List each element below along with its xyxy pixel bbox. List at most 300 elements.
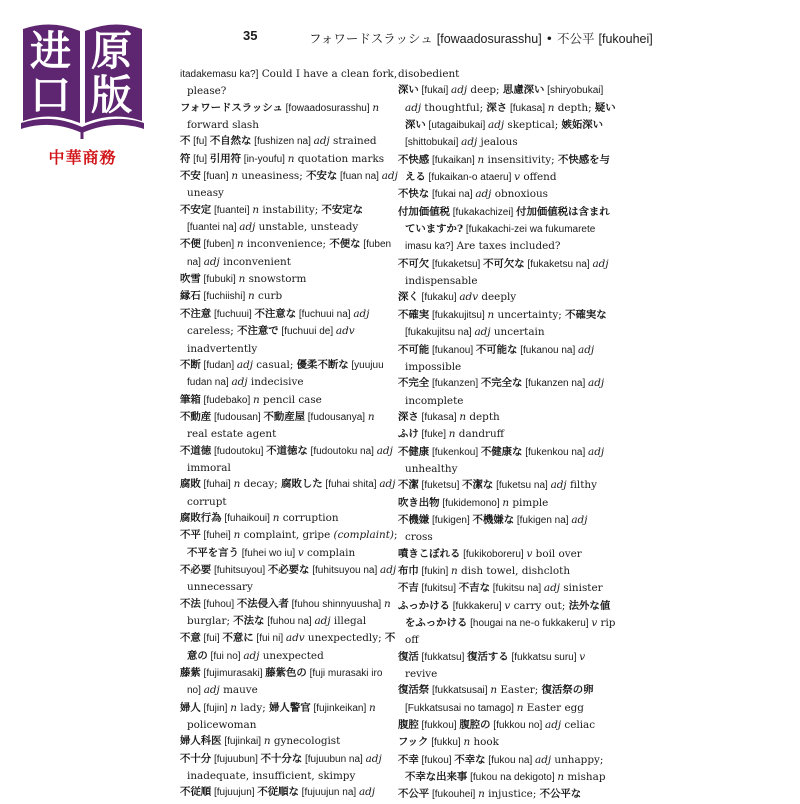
romanization: [fujimurasaki] <box>200 668 266 680</box>
dictionary-entry <box>398 426 616 443</box>
definition: hook <box>470 736 499 749</box>
romanization: [fushizen na] <box>251 136 314 148</box>
romanization: [fuhitsuyou na] <box>309 564 381 576</box>
definition: ; <box>393 529 398 542</box>
romanization: [fujuubun na] <box>302 753 366 765</box>
headword: 不動産屋 <box>263 410 305 423</box>
dictionary-entry <box>180 66 398 100</box>
part-of-speech: adj <box>376 444 393 457</box>
part-of-speech: adj <box>203 684 220 697</box>
headword: 不意に <box>222 632 254 645</box>
headword: 不意の <box>187 632 396 662</box>
headword: 不公平 <box>398 788 430 801</box>
dictionary-entry <box>398 563 616 580</box>
definition: deep; <box>467 84 503 97</box>
part-of-speech: n <box>248 290 255 303</box>
definition: celiac <box>561 719 596 732</box>
headword: 不快な <box>398 188 430 201</box>
definition: indispensable <box>405 275 478 288</box>
dictionary-entry <box>180 784 398 801</box>
headword: 深く <box>398 291 419 304</box>
part-of-speech: n <box>236 238 244 251</box>
dictionary-entry <box>398 186 616 203</box>
headword: 不従順な <box>257 786 299 799</box>
romanization: [fuhai shita] <box>322 479 380 491</box>
headword: 不道徳な <box>266 444 308 457</box>
head-right-romaji: [fukouhei] <box>598 32 653 46</box>
dictionary-entry <box>180 527 398 562</box>
definition: burglar; <box>187 615 234 627</box>
romanization: [fuchuui] <box>211 308 255 320</box>
publisher-logo <box>19 17 146 167</box>
romanization: [fukenkou na] <box>522 446 589 458</box>
romanization: [fukitsu] <box>418 583 459 595</box>
part-of-speech: adj <box>243 649 260 662</box>
part-of-speech: n <box>477 153 485 166</box>
part-of-speech: adj <box>314 615 331 627</box>
romanization: [fuantei] <box>211 204 253 216</box>
part-of-speech: adj <box>381 170 398 183</box>
part-of-speech: adj <box>239 221 256 234</box>
definition: jealous <box>477 136 518 149</box>
headword: 不法侵入者 <box>236 597 289 610</box>
romanization: [fui ni] <box>253 633 286 645</box>
part-of-speech: adj <box>451 84 468 97</box>
headword: 不便な <box>329 238 361 251</box>
dictionary-entry <box>180 100 398 134</box>
part-of-speech: adv <box>285 632 305 645</box>
romanization: [shittobukai] <box>405 137 462 149</box>
definition: uneasiness; <box>238 170 307 183</box>
part-of-speech: n <box>367 410 375 423</box>
romanization: [fuhaikoui] <box>221 512 273 524</box>
definition: unstable, unsteady <box>255 221 359 234</box>
part-of-speech: n <box>490 684 498 697</box>
dictionary-entry <box>180 443 398 477</box>
romanization: [fuchuui de] <box>278 326 336 338</box>
dictionary-entry <box>398 477 616 494</box>
part-of-speech: n <box>516 701 524 714</box>
headword: 不法な <box>233 615 265 627</box>
headword: 不安な <box>306 170 338 183</box>
definition: uneasy <box>187 187 224 200</box>
headword: 符 <box>180 152 191 165</box>
headword: 婦人 <box>180 701 201 714</box>
romanization: [in-youfu] <box>241 153 288 165</box>
romanization: [fuji murasaki iro no] <box>187 668 383 697</box>
romanization: [fukasa] <box>507 102 548 114</box>
part-of-speech: v <box>579 650 586 663</box>
headword: 藤紫色の <box>265 667 307 680</box>
headword: 不可能な <box>475 343 518 356</box>
romanization: [fukkatsusai] <box>429 685 491 697</box>
definition: instability; <box>259 203 322 216</box>
definition: incomplete <box>405 394 464 407</box>
headword: 不法 <box>180 597 201 610</box>
part-of-speech: v <box>526 547 533 560</box>
romanization: [shiryobukai] <box>544 85 604 97</box>
running-head <box>309 29 653 47</box>
headword: 不安定な <box>321 203 364 216</box>
headword: 不必要 <box>180 563 212 576</box>
definition: casual; <box>253 358 297 371</box>
romanization: [fuhou shinnyuusha] <box>288 598 384 610</box>
headword: 不平を言う <box>187 546 239 559</box>
part-of-speech: v <box>297 546 304 559</box>
part-of-speech: adj <box>236 358 253 371</box>
definition: indecisive <box>247 376 304 389</box>
part-of-speech: n <box>253 393 260 406</box>
romanization: [fuhitsuyou] <box>211 564 268 576</box>
dictionary-entry <box>398 342 616 376</box>
dictionary-entry <box>398 752 616 787</box>
part-of-speech: adj <box>461 136 478 149</box>
romanization: [fujuujun na] <box>298 787 359 799</box>
dictionary-entry <box>398 375 616 409</box>
romanization: [fukanzen na] <box>522 378 589 390</box>
headword: 腐敗した <box>281 478 323 491</box>
part-of-speech: adj <box>474 326 491 339</box>
dictionary-entry <box>180 751 398 785</box>
romanization: [fukenkou] <box>429 446 481 458</box>
romanization: [fukaikan] <box>429 154 478 166</box>
headword: 不機嫌な <box>472 513 515 526</box>
definition: uncertainty; <box>494 308 566 321</box>
headword: 吹き出物 <box>398 496 440 509</box>
headword: 復活する <box>467 650 509 663</box>
definition: cross <box>405 531 433 544</box>
romanization: [fukanou na] <box>517 344 579 356</box>
romanization: [Fukkatsusai no tamago] <box>405 702 517 714</box>
romanization: [fudoutoku na] <box>307 445 377 457</box>
part-of-speech: n <box>372 101 380 114</box>
definition: decay; <box>240 478 282 491</box>
headword: 不健康な <box>480 445 523 458</box>
dictionary-entry <box>180 476 398 510</box>
definition: insensitivity; <box>484 153 558 166</box>
definition: gynecologist <box>270 735 341 748</box>
definition: mishap <box>564 771 606 784</box>
definition: inadvertently <box>187 342 258 355</box>
part-of-speech: adj <box>545 719 562 732</box>
romanization: [fu] <box>190 136 210 148</box>
headword: 不従順 <box>180 786 212 799</box>
dictionary-entry <box>180 733 398 750</box>
romanization: [fukaketsu] <box>429 258 484 270</box>
headword: 不便 <box>180 238 201 251</box>
part-of-speech: adj <box>578 343 595 356</box>
part-of-speech: n <box>451 564 458 577</box>
headword: 不完全 <box>398 377 430 390</box>
definition: dandruff <box>455 428 505 441</box>
romanization: [fukou na dekigoto] <box>467 772 558 784</box>
romanization: [fukaikan-o ataeru] <box>425 172 515 184</box>
headword: 不潔な <box>462 479 494 492</box>
logo-char-2: 原 <box>91 27 132 75</box>
part-of-speech: adj <box>379 478 396 491</box>
headword: 不注意で <box>237 325 279 338</box>
part-of-speech: n <box>463 736 471 749</box>
part-of-speech: adj <box>588 377 605 390</box>
definition: inadequate, insufficient, skimpy <box>187 770 356 783</box>
part-of-speech: n <box>252 203 260 216</box>
dictionary-entry <box>398 546 616 563</box>
romanization: [fukakachizei] <box>449 206 517 218</box>
part-of-speech: adj <box>380 563 397 576</box>
headword: 不幸な <box>454 753 486 766</box>
dictionary-entry <box>398 82 616 151</box>
dictionary-entry <box>180 271 398 288</box>
dictionary-entry <box>398 580 616 597</box>
definition: real estate agent <box>187 428 277 441</box>
page-number: 35 <box>243 28 258 43</box>
definition: forward slash <box>187 119 259 132</box>
part-of-speech: adv <box>335 325 355 338</box>
romanization: [fukou na] <box>485 754 536 766</box>
dictionary-entry <box>180 510 398 527</box>
romanization: [fuketsu] <box>418 480 463 492</box>
headword: 縁石 <box>180 290 201 303</box>
headword: 不必要な <box>267 563 310 576</box>
part-of-speech: adj <box>475 188 492 201</box>
part-of-speech: n <box>478 788 485 801</box>
headword: 法外な値をふっかける <box>405 599 611 629</box>
headword: 不可欠 <box>398 257 430 270</box>
romanization: [yuujuu fudan na] <box>187 359 384 389</box>
part-of-speech: adj <box>353 307 370 320</box>
romanization: [fukidemono] <box>439 497 503 509</box>
romanization: [fuhai] <box>200 479 234 491</box>
part-of-speech: n <box>369 701 376 714</box>
romanization: [fukasa] <box>418 411 460 423</box>
dictionary-entry <box>180 596 398 631</box>
definition: dish towel, dishcloth <box>457 564 571 577</box>
romanization: [fukikoboreru] <box>460 548 527 560</box>
dictionary-entry <box>180 306 398 357</box>
definition: strained <box>329 135 377 148</box>
part-of-speech: n <box>557 771 565 784</box>
headword: 付加価値税は含まれていますか? <box>405 205 610 236</box>
dictionary-entry <box>398 204 616 256</box>
headword: 不公平な <box>539 788 582 801</box>
headword: 布巾 <box>398 564 419 577</box>
romanization: [fukkou] <box>418 720 460 732</box>
definition: thoughtful; <box>421 101 487 114</box>
part-of-speech: adj <box>313 135 330 148</box>
dictionary-entry <box>398 256 616 290</box>
romanization: [fowaadosurasshu] <box>282 102 373 114</box>
romanization: itadakemasu ka?] <box>180 69 259 80</box>
romanization: [fukakujitsu] <box>429 309 488 321</box>
dictionary-entry <box>398 307 616 342</box>
romanization: [fukin] <box>418 565 452 577</box>
headword: 不動産 <box>180 410 212 423</box>
dictionary-entry <box>398 495 616 512</box>
headword: 疑い深い <box>405 101 616 132</box>
headword: 優柔不断な <box>296 358 349 371</box>
romanization: [fuke] <box>418 429 449 441</box>
headword: 不可能 <box>398 343 430 356</box>
part-of-speech: adj <box>488 119 505 132</box>
romanization: [fuchiishi] <box>200 291 249 303</box>
dictionary-entry <box>180 151 398 168</box>
romanization: [fuantei na] <box>187 222 240 234</box>
romanization: [fudousan] <box>211 411 264 423</box>
definition: illegal <box>330 615 367 627</box>
part-of-speech: adj <box>405 101 422 114</box>
definition: immoral <box>187 461 231 474</box>
headword: 深さ <box>398 410 419 423</box>
definition: unnecessary <box>187 581 253 594</box>
dictionary-entry <box>180 288 398 305</box>
romanization: [fukaketsu na] <box>524 258 593 270</box>
dictionary-entry <box>180 236 398 271</box>
definition: depth; <box>554 101 595 114</box>
romanization: [fudebako] <box>200 394 254 406</box>
part-of-speech: n <box>233 478 241 491</box>
romanization: [fukkou no] <box>490 720 546 732</box>
dictionary-entry <box>398 717 616 734</box>
definition: Easter; <box>497 684 542 697</box>
part-of-speech: adj <box>592 257 609 270</box>
headword: ふっかける <box>398 599 450 612</box>
definition: unhealthy <box>405 462 458 475</box>
headword: 引用符 <box>209 152 242 165</box>
romanization: [fudoutoku] <box>211 445 267 457</box>
headword: ふけ <box>398 428 419 441</box>
logo-char-4: 版 <box>91 71 132 119</box>
headword: 不幸 <box>398 753 419 766</box>
dictionary-entry <box>180 202 398 237</box>
romanization: [fukitsu na] <box>489 583 544 595</box>
headword: フォワードスラッシュ <box>180 101 283 114</box>
headword: 藤紫 <box>180 667 201 680</box>
part-of-speech: adv <box>459 291 479 304</box>
definition: impossible <box>405 360 462 373</box>
dictionary-entry <box>398 289 616 306</box>
definition: revive <box>405 668 438 681</box>
definition: Are taxes included? <box>453 240 561 253</box>
romanization: [fudousanya] <box>305 411 368 423</box>
headword: 復活 <box>398 650 419 663</box>
part-of-speech: adj <box>231 376 248 389</box>
dictionary-entry <box>398 682 616 717</box>
romanization: [fukanzen] <box>429 378 481 390</box>
romanization: [utagaibukai] <box>425 120 489 132</box>
part-of-speech: n <box>502 496 510 509</box>
headword: 深い <box>398 84 419 97</box>
headword: 腐敗 <box>180 478 201 491</box>
headword: 腐敗行為 <box>180 511 222 524</box>
definition: injustice; <box>484 788 540 801</box>
romanization: [fukou] <box>418 754 455 766</box>
part-of-speech: adj <box>365 752 382 765</box>
romanization: [fui no] <box>207 650 244 662</box>
headword: 不平 <box>180 529 201 542</box>
headword: 不十分な <box>260 752 303 765</box>
romanization: [fukku] <box>428 737 464 749</box>
headword: 噴きこぼれる <box>398 547 461 560</box>
definition: curb <box>254 290 283 303</box>
headword: 不完全な <box>480 377 523 390</box>
definition: lady; <box>236 701 270 714</box>
part-of-speech: n <box>459 410 467 423</box>
dictionary-entry <box>398 786 616 803</box>
headword: 婦人科医 <box>180 735 222 748</box>
dictionary-entry <box>180 630 398 665</box>
headword: 不注意 <box>180 307 212 320</box>
part-of-speech: n <box>487 308 495 321</box>
headword: 不確実な <box>565 308 607 321</box>
headword: 不意 <box>180 632 201 645</box>
dictionary-entry <box>398 444 616 478</box>
romanization: [fuhei wo iu] <box>238 547 298 559</box>
definition: mauve <box>219 684 258 697</box>
romanization: [fujinkai] <box>221 736 264 748</box>
part-of-speech: n <box>287 152 295 165</box>
romanization: [fuan na] <box>337 171 382 183</box>
definition: inconvenience; <box>243 238 330 251</box>
romanization: [fuchuui na] <box>296 308 354 320</box>
head-left-romaji: [fowaadosurasshu] <box>436 32 542 46</box>
part-of-speech: v <box>591 617 598 629</box>
dictionary-entry <box>180 168 398 202</box>
headword: 吹雪 <box>180 273 201 286</box>
definition: quotation marks <box>294 152 385 165</box>
romanization: [fuketsu na] <box>493 480 551 492</box>
romanization: [fujinkeikan] <box>310 702 370 714</box>
head-right-japanese: 不公平 <box>557 31 595 46</box>
romanization: [fukigen na] <box>514 514 572 526</box>
definition: Could I have a clean fork, please? <box>187 68 398 98</box>
romanization: [fukakachi-zei wa fukumarete imasu ka?] <box>405 224 596 253</box>
romanization: [fujuubun] <box>211 753 261 765</box>
definition: complain <box>303 546 356 559</box>
dictionary-entry <box>398 409 616 426</box>
definition: deeply <box>478 291 517 304</box>
headword: 婦人警官 <box>269 701 311 714</box>
dictionary-entry <box>180 562 398 596</box>
headword: 復活祭の卵 <box>541 684 594 697</box>
romanization: [fuan] <box>200 171 232 183</box>
definition: snowstorm <box>245 273 307 286</box>
headword: 思慮深い <box>502 84 545 97</box>
romanization: [fukigen] <box>429 514 473 526</box>
definition: corrupt <box>187 495 227 508</box>
romanization: [fu] <box>190 153 210 165</box>
definition: corruption <box>279 511 339 524</box>
part-of-speech: adj <box>543 582 560 595</box>
definition: obnoxious <box>491 188 549 201</box>
definition: careless; <box>187 325 238 338</box>
headword: 不確実 <box>398 308 430 321</box>
definition: pencil case <box>259 393 322 406</box>
publisher-name: 中華商務 <box>48 148 117 167</box>
dictionary-entry <box>180 665 398 700</box>
definition: skeptical; <box>504 119 562 132</box>
definition: uncertain <box>490 326 545 339</box>
dictionary-entry <box>180 409 398 443</box>
dictionary-entry <box>180 357 398 392</box>
dictionary-entry <box>398 734 616 751</box>
definition: carry out; <box>510 599 569 612</box>
part-of-speech: adj <box>203 255 220 268</box>
definition: inconvenient <box>219 255 291 268</box>
definition: unexpectedly; <box>304 632 385 645</box>
romanization: [fukaku] <box>418 292 460 304</box>
romanization: [fujuujun] <box>211 787 258 799</box>
definition: boil over <box>532 547 582 560</box>
